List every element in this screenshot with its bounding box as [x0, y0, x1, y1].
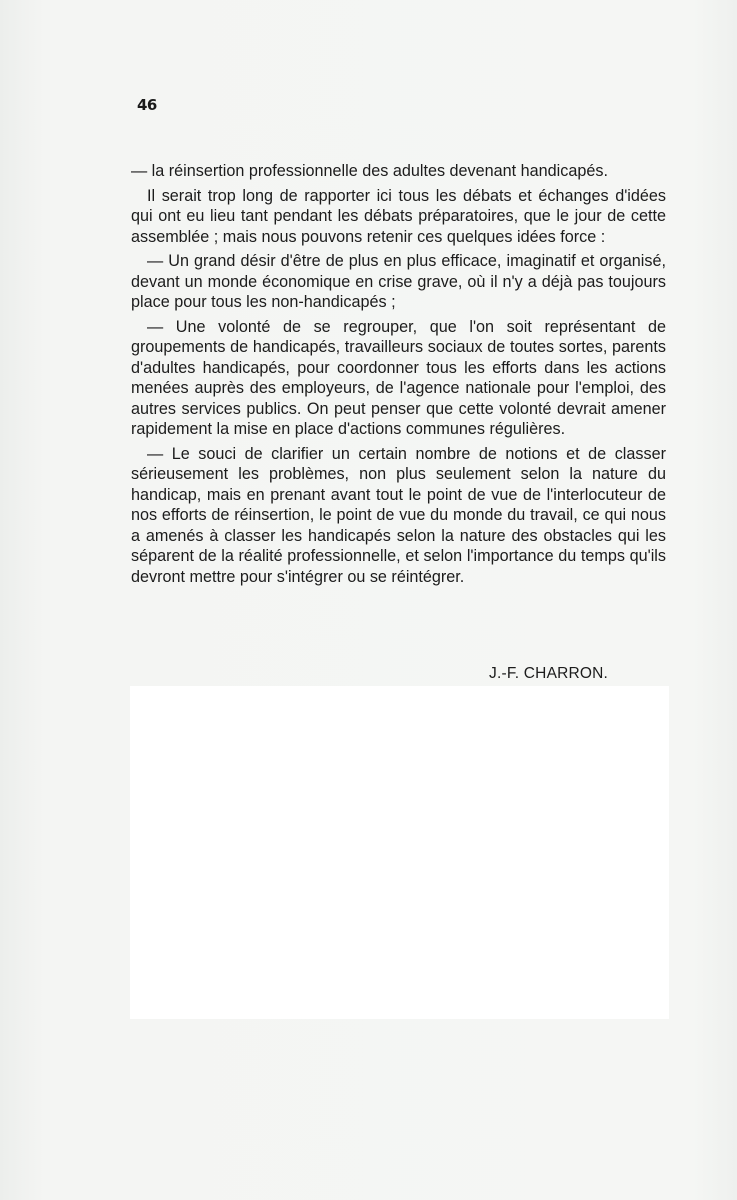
paragraph-intro: Il serait trop long de rapporter ici tous les débats et échanges d'idées qui ont eu lieu tant pendant les débats préparatoires, que le jour de cette assemblée ; mais nous pouvons retenir ces quelques idées force : — [131, 186, 666, 246]
page-number: 46 — [137, 96, 157, 114]
paragraph-souci: — Le souci de clarifier un certain nombre de notions et de classer sérieusement les problèmes, non plus seulement selon la nature du handicap, mais en prenant avant tout le point de vue de l'interlocuteur de nos efforts de réinsertion, le point de vue du monde du travail, ce qui nous a amenés à classer les handicapés selon la nature des obstacles qui les séparent de la réalité professionnelle, et selon l'importance du temps qu'ils devront mettre pour s'intégrer ou se réintégrer. — [131, 444, 666, 586]
author-signature: J.-F. CHARRON. — [489, 665, 609, 682]
paragraph-reinsertion: — la réinsertion professionnelle des adultes devenant handicapés. — [131, 162, 608, 180]
blank-area — [130, 686, 669, 1019]
paragraph-volonte: — Une volonté de se regrouper, que l'on soit représentant de groupements de handicapés, travailleurs sociaux de toutes sortes, parents d'adultes handicapés, pour coordonner tous les efforts dans les actions menées auprès des employeurs, de l'agence nationale pour l'emploi, des autres services publics. On peut penser que cette volonté devrait amener rapidement la mise en place d'actions communes régulières. — [131, 317, 666, 438]
body-text — [131, 161, 666, 591]
paragraph-desir: — Un grand désir d'être de plus en plus efficace, imaginatif et organisé, devant un monde économique en crise grave, où il n'y a déjà pas toujours place pour tous les non-handicapés ; — [131, 252, 666, 311]
